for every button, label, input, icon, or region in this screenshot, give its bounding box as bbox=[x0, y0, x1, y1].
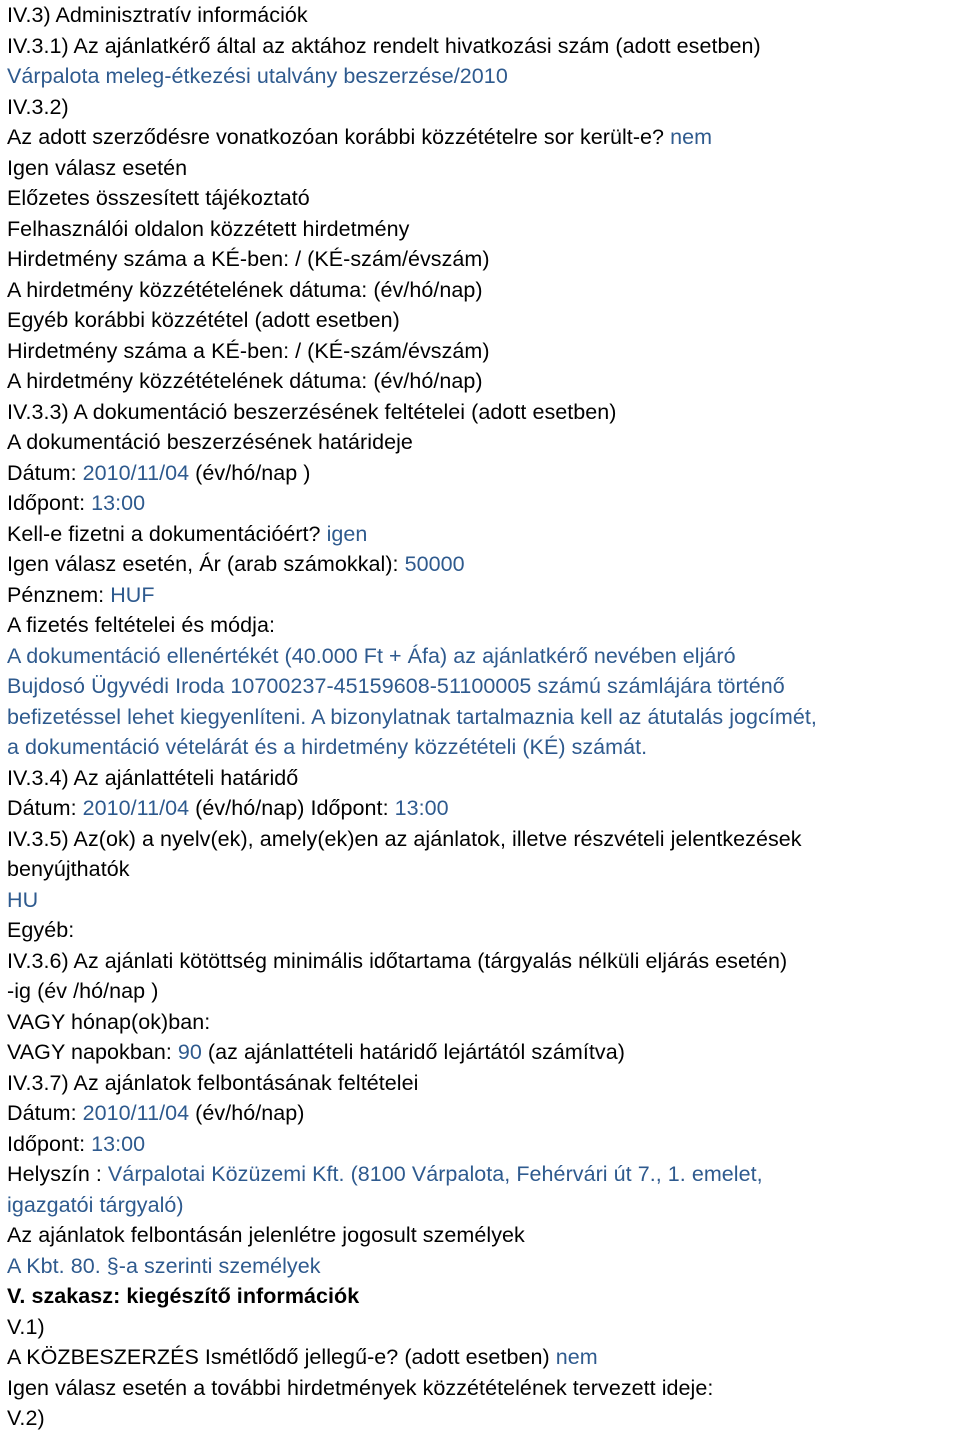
document-line bbox=[7, 458, 960, 489]
field-value: 2010/11/04 bbox=[82, 796, 190, 820]
field-label: VAGY napokban: bbox=[7, 1040, 178, 1064]
field-label: Helyszín : bbox=[7, 1162, 108, 1186]
document-line bbox=[7, 549, 960, 580]
field-label: IV.3) Adminisztratív információk bbox=[7, 3, 308, 27]
field-label: -ig (év /hó/nap ) bbox=[7, 979, 159, 1003]
field-label: Igen válasz esetén bbox=[7, 155, 188, 180]
document-line bbox=[7, 92, 960, 123]
field-label: (év/hó/nap) bbox=[189, 1101, 305, 1125]
field-value: 13:00 bbox=[91, 491, 146, 515]
document-line bbox=[7, 946, 960, 977]
field-label: IV.3.3) A dokumentáció beszerzésének feltételei (adott esetben) bbox=[7, 399, 617, 424]
document-line bbox=[7, 580, 960, 611]
document-line bbox=[7, 244, 960, 275]
document-line bbox=[7, 1159, 960, 1190]
document-line bbox=[7, 519, 960, 550]
field-label: Hirdetmény száma a KÉ-ben: / (KÉ-szám/évszám) bbox=[7, 338, 490, 363]
document-line bbox=[7, 976, 960, 1007]
field-label: Az adott szerződésre vonatkozóan korábbi közzétételre sor került-e? bbox=[7, 125, 671, 149]
document-line bbox=[7, 61, 960, 92]
document-line bbox=[7, 793, 960, 824]
document-line bbox=[7, 641, 960, 672]
field-label: V. szakasz: kiegészítő információk bbox=[7, 1284, 360, 1308]
document-line bbox=[7, 366, 960, 397]
field-label: Kell-e fizetni a dokumentációért? bbox=[7, 521, 327, 546]
field-label: Időpont: bbox=[7, 1131, 92, 1156]
field-label: IV.3.5) Az(ok) a nyelv(ek), amely(ek)en az ajánlatok, illetve részvételi jelentkezések bbox=[7, 826, 802, 851]
document-line bbox=[7, 153, 960, 184]
field-label: V.1) bbox=[7, 1314, 45, 1339]
field-label: V.2) bbox=[7, 1406, 45, 1430]
field-label: A fizetés feltételei és módja: bbox=[7, 613, 276, 637]
document-line bbox=[7, 671, 960, 702]
document-line bbox=[7, 610, 960, 641]
field-label: IV.3.6) Az ajánlati kötöttség minimális időtartama (tárgyalás nélküli eljárás esetén) bbox=[7, 948, 788, 973]
document-line bbox=[7, 275, 960, 306]
field-label: Egyéb: bbox=[7, 918, 75, 942]
document-line bbox=[7, 1312, 960, 1343]
field-label: Dátum: bbox=[7, 460, 83, 485]
document-line bbox=[7, 336, 960, 367]
field-label: (év/hó/nap) Időpont: bbox=[189, 796, 395, 820]
document-line bbox=[7, 183, 960, 214]
field-label: (év/hó/nap ) bbox=[189, 460, 311, 485]
field-value: 90 bbox=[177, 1040, 202, 1064]
document-line bbox=[7, 732, 960, 763]
field-value: HU bbox=[7, 887, 39, 912]
field-label: A hirdetmény közzétételének dátuma: (év/hó/nap) bbox=[7, 277, 483, 302]
field-label: VAGY hónap(ok)ban: bbox=[7, 1009, 211, 1034]
field-label: (az ajánlattételi határidő lejártától számítva) bbox=[201, 1040, 625, 1064]
field-label: A hirdetmény közzétételének dátuma: (év/hó/nap) bbox=[7, 369, 483, 393]
field-value: 50000 bbox=[404, 552, 465, 576]
document-line bbox=[7, 1403, 960, 1434]
field-label: IV.3.7) Az ajánlatok felbontásának feltételei bbox=[7, 1070, 419, 1095]
document-line bbox=[7, 1129, 960, 1160]
field-label: Felhasználói oldalon közzétett hirdetmény bbox=[7, 216, 410, 241]
section-heading bbox=[7, 1281, 960, 1312]
document-line bbox=[7, 0, 960, 31]
document-line bbox=[7, 824, 960, 855]
field-label: Igen válasz esetén a további hirdetmények közzétételének tervezett ideje: bbox=[7, 1375, 714, 1400]
document-line bbox=[7, 1190, 960, 1221]
document-line bbox=[7, 122, 960, 153]
field-label: Dátum: bbox=[7, 1101, 83, 1125]
document-line bbox=[7, 702, 960, 733]
field-label: Időpont: bbox=[7, 491, 92, 515]
field-value: a dokumentáció vételárát és a hirdetmény közzétételi (KÉ) számát. bbox=[7, 735, 648, 759]
document-line bbox=[7, 488, 960, 519]
field-label: Igen válasz esetén, Ár (arab számokkal): bbox=[7, 552, 405, 576]
field-value: A Kbt. 80. §-a szerinti személyek bbox=[7, 1253, 321, 1278]
document-line bbox=[7, 1251, 960, 1282]
document-line bbox=[7, 1007, 960, 1038]
field-label: A KÖZBESZERZÉS Ismétlődő jellegű-e? (adott esetben) bbox=[7, 1345, 556, 1369]
document-line bbox=[7, 1098, 960, 1129]
document-line bbox=[7, 763, 960, 794]
field-value: 13:00 bbox=[91, 1131, 146, 1156]
field-value: nem bbox=[555, 1345, 598, 1369]
field-value: Bujdosó Ügyvédi Iroda 10700237-45159608-51100005 számú számlájára történő bbox=[7, 674, 785, 698]
field-label: IV.3.4) Az ajánlattételi határidő bbox=[7, 765, 299, 790]
field-value: 13:00 bbox=[394, 796, 449, 820]
field-value: igen bbox=[326, 521, 368, 546]
field-label: IV.3.2) bbox=[7, 94, 69, 119]
field-value: befizetéssel lehet kiegyenlíteni. A bizonylatnak tartalmaznia kell az átutalás jogcímét, bbox=[7, 704, 817, 729]
field-label: A dokumentáció beszerzésének határideje bbox=[7, 430, 413, 454]
field-label: benyújthatók bbox=[7, 857, 130, 881]
field-label: Dátum: bbox=[7, 796, 83, 820]
field-label: Előzetes összesített tájékoztató bbox=[7, 186, 310, 210]
document-line bbox=[7, 427, 960, 458]
field-label: Hirdetmény száma a KÉ-ben: / (KÉ-szám/évszám) bbox=[7, 247, 490, 271]
document-line bbox=[7, 854, 960, 885]
document-line bbox=[7, 885, 960, 916]
document-line bbox=[7, 214, 960, 245]
document-line bbox=[7, 1342, 960, 1373]
field-value: nem bbox=[670, 125, 713, 149]
field-value: HUF bbox=[110, 582, 155, 607]
document-line bbox=[7, 1068, 960, 1099]
document-line bbox=[7, 915, 960, 946]
field-value: A dokumentáció ellenértékét (40.000 Ft + Áfa) az ajánlatkérő nevében eljáró bbox=[7, 643, 736, 668]
document-line bbox=[7, 1220, 960, 1251]
document-line bbox=[7, 31, 960, 62]
field-label: Pénznem: bbox=[7, 582, 111, 607]
document-line bbox=[7, 1373, 960, 1404]
field-label: Egyéb korábbi közzététel (adott esetben) bbox=[7, 308, 400, 332]
field-value: 2010/11/04 bbox=[82, 1101, 190, 1125]
document-line bbox=[7, 305, 960, 336]
document-line bbox=[7, 1037, 960, 1068]
field-value: 2010/11/04 bbox=[82, 460, 190, 485]
field-value: Várpalotai Közüzemi Kft. (8100 Várpalota, Fehérvári út 7., 1. emelet, bbox=[107, 1162, 763, 1186]
field-value: Várpalota meleg-étkezési utalvány beszerzése/2010 bbox=[7, 64, 508, 88]
field-label: IV.3.1) Az ajánlatkérő által az aktához rendelt hivatkozási szám (adott esetben) bbox=[7, 33, 761, 58]
field-label: Az ajánlatok felbontásán jelenlétre jogosult személyek bbox=[7, 1223, 525, 1247]
field-value: igazgatói tárgyaló) bbox=[7, 1192, 184, 1217]
document-line bbox=[7, 397, 960, 428]
